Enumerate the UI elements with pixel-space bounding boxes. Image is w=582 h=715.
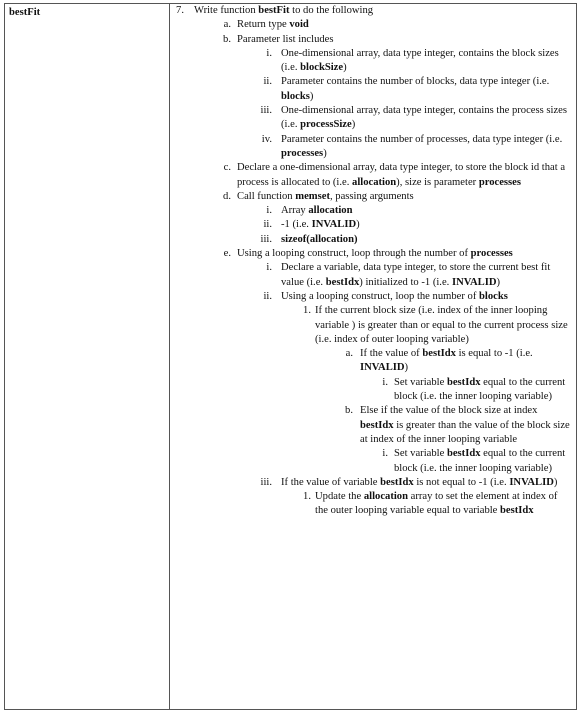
list-item bbox=[170, 290, 576, 304]
instruction-list bbox=[170, 4, 577, 710]
list-item-text: One-dimensional array, data type integer, contains the block sizes (i.e. blockSize) bbox=[281, 47, 559, 74]
list-item bbox=[170, 4, 576, 18]
list-item-text: Declare a one-dimensional array, data type integer, to store the block id that a process is allocated to (i.e. allocation), size is parameter processes bbox=[237, 162, 566, 188]
list-item bbox=[170, 404, 576, 447]
list-item-text: Parameter contains the number of blocks, data type integer (i.e. blocks) bbox=[281, 76, 550, 102]
list-item-text: Declare a variable, data type integer, to store the current best fit value (i.e. bestIdx) initialized to -1 (i.e. INVALID) bbox=[281, 262, 551, 288]
list-item-text: If the value of bestIdx is equal to -1 (i.e. INVALID) bbox=[360, 348, 533, 374]
list-item-text: -1 (i.e. INVALID) bbox=[281, 219, 360, 231]
list-marker: a. bbox=[345, 348, 353, 360]
list-item bbox=[170, 104, 576, 133]
list-marker: e. bbox=[223, 248, 231, 260]
list-item bbox=[170, 204, 576, 218]
list-item-text: Set variable bestIdx equal to the current block (i.e. the inner looping variable) bbox=[394, 448, 566, 474]
list-item bbox=[170, 347, 576, 376]
list-marker: iii. bbox=[260, 476, 272, 488]
list-item bbox=[170, 247, 576, 261]
list-item bbox=[170, 304, 576, 347]
list-marker: i. bbox=[382, 376, 388, 388]
list-item-text: Parameter list includes bbox=[237, 33, 334, 45]
list-marker: 1. bbox=[303, 491, 311, 503]
list-item bbox=[170, 490, 576, 519]
list-item bbox=[170, 376, 576, 405]
list-item-text: One-dimensional array, data type integer, contains the process sizes (i.e. processSize) bbox=[281, 105, 567, 131]
list-marker: a. bbox=[223, 19, 231, 31]
list-item-text: Using a looping construct, loop the number of blocks bbox=[281, 290, 508, 302]
section-label: bestFit bbox=[5, 4, 170, 710]
list-marker: b. bbox=[223, 33, 231, 45]
list-marker: b. bbox=[345, 405, 353, 417]
list-item bbox=[170, 133, 576, 162]
instruction-table bbox=[4, 3, 577, 710]
list-item bbox=[170, 75, 576, 104]
list-item-text: Parameter contains the number of processes, data type integer (i.e. processes) bbox=[281, 133, 563, 159]
list-marker: 1. bbox=[303, 305, 311, 317]
list-marker: i. bbox=[382, 448, 388, 460]
list-item-text: Return type void bbox=[237, 19, 309, 31]
list-item bbox=[170, 233, 576, 247]
list-item-text: Using a looping construct, loop through the number of processes bbox=[237, 248, 513, 260]
list-item-text: If the value of variable bestIdx is not equal to -1 (i.e. INVALID) bbox=[281, 476, 558, 488]
list-marker: i. bbox=[266, 262, 272, 274]
list-marker: i. bbox=[266, 205, 272, 217]
list-item-text: sizeof(allocation) bbox=[281, 233, 358, 245]
list-marker: ii. bbox=[263, 76, 272, 88]
table-row bbox=[5, 4, 577, 710]
list-marker: iii. bbox=[260, 105, 272, 117]
list-marker: iv. bbox=[261, 133, 272, 145]
list-item bbox=[170, 18, 576, 32]
list-item bbox=[170, 33, 576, 47]
list-item bbox=[170, 190, 576, 204]
list-item bbox=[170, 476, 576, 490]
list-marker: 7. bbox=[176, 5, 184, 16]
list-item bbox=[170, 161, 576, 190]
list-item-text: Update the allocation array to set the element at index of the outer looping variable equal to variable bestIdx bbox=[315, 491, 558, 517]
list-item-text: Else if the value of the block size at index bestIdx is greater than the value of the block size at index of the inner looping variable bbox=[360, 405, 570, 445]
list-item-text: Array allocation bbox=[281, 205, 353, 217]
list-marker: d. bbox=[223, 190, 231, 202]
list-item-text: If the current block size (i.e. index of the inner looping variable ) is greater than or equal to the current process size (i.e. index of outer looping variable) bbox=[315, 305, 568, 345]
list-marker: ii. bbox=[263, 219, 272, 231]
list-item-text: Call function memset, passing arguments bbox=[237, 190, 414, 202]
list-marker: iii. bbox=[260, 233, 272, 245]
list-item-text: Set variable bestIdx equal to the current block (i.e. the inner looping variable) bbox=[394, 376, 566, 403]
list-item bbox=[170, 261, 576, 290]
list-marker: i. bbox=[266, 47, 272, 59]
list-marker: c. bbox=[223, 162, 231, 174]
list-item bbox=[170, 47, 576, 76]
list-marker: ii. bbox=[263, 290, 272, 302]
list-item-text: Write function bestFit to do the following bbox=[194, 5, 374, 16]
list-item bbox=[170, 218, 576, 232]
list-item bbox=[170, 447, 576, 476]
